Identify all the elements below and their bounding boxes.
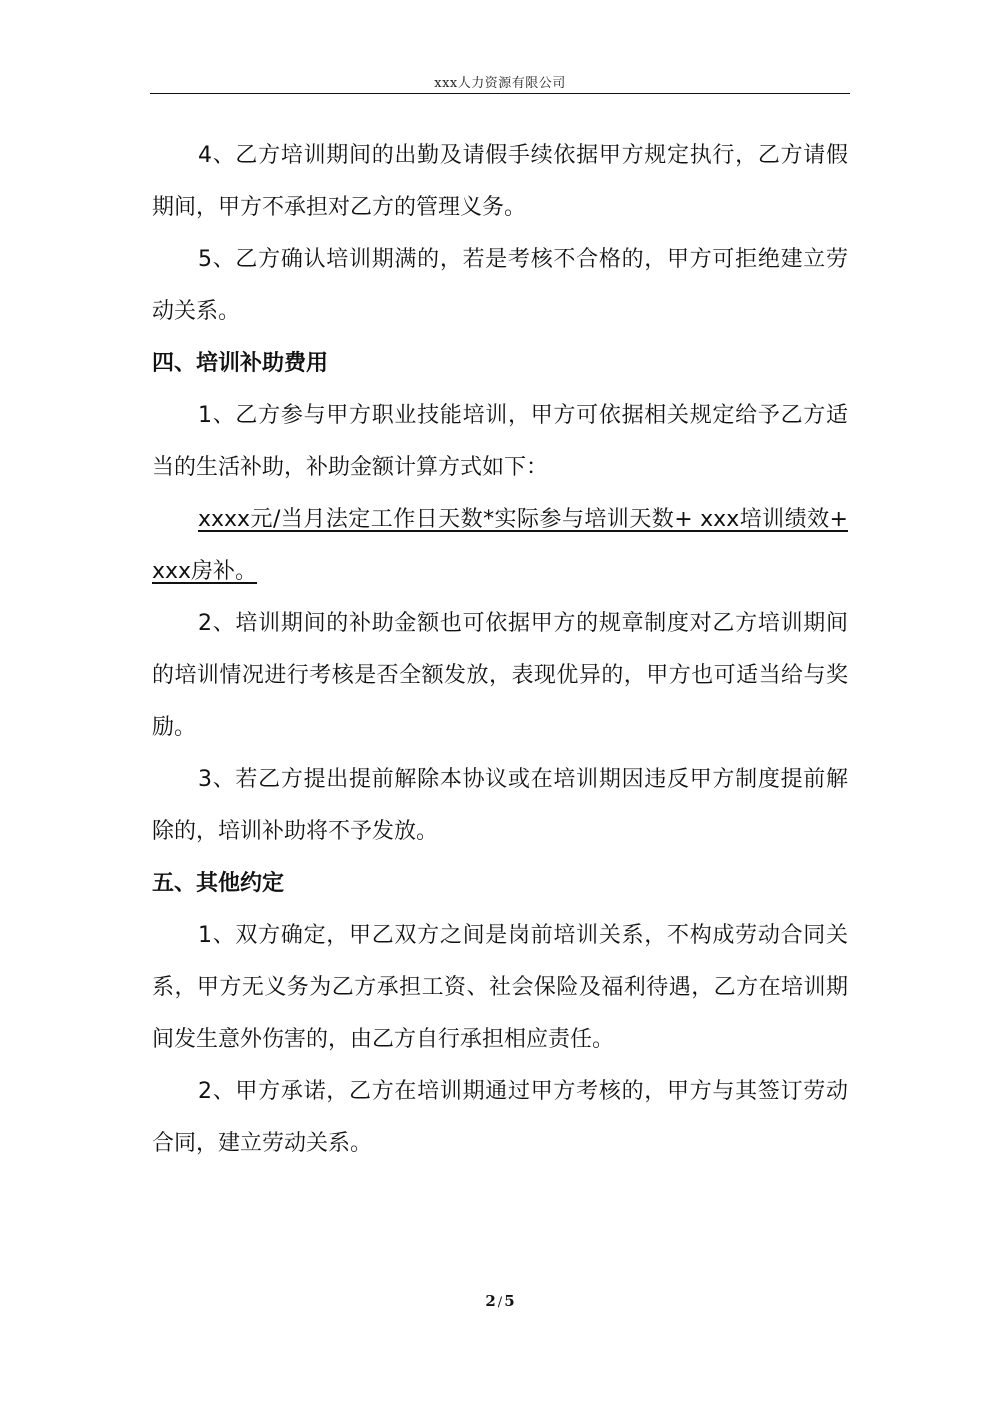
clause-4-1: 1、乙方参与甲方职业技能培训，甲方可依据相关规定给予乙方适当的生活补助，补助金额计算方式如下： [152,403,848,480]
total-pages: 5 [504,1292,515,1310]
page-separator: / [497,1295,503,1310]
subsidy-formula [152,494,848,598]
page-number [0,1292,1000,1310]
subsidy-formula-text: xxxx元/当月法定工作日天数*实际参与培训天数+ xxx培训绩效+ xxx房补。 [152,507,848,584]
section-heading-other-agreements: 五、其他约定 [152,871,285,896]
header-divider [150,93,850,94]
clause-4-3: 3、若乙方提出提前解除本协议或在培训期因违反甲方制度提前解除的，培训补助将不予发放。 [152,767,848,844]
clause-4-2: 2、培训期间的补助金额也可依据甲方的规章制度对乙方培训期间的培训情况进行考核是否全额发放，表现优异的，甲方也可适当给与奖励。 [152,611,848,740]
page-header-company: xxx人力资源有限公司 [434,76,566,91]
section-heading-training-subsidy: 四、培训补助费用 [152,351,329,376]
clause-3-4: 4、乙方培训期间的出勤及请假手续依据甲方规定执行，乙方请假期间，甲方不承担对乙方的管理义务。 [152,143,848,220]
document-body [152,130,848,1170]
clause-3-5: 5、乙方确认培训期满的，若是考核不合格的，甲方可拒绝建立劳动关系。 [152,247,848,324]
clause-5-2: 2、甲方承诺，乙方在培训期通过甲方考核的，甲方与其签订劳动合同，建立劳动关系。 [152,1079,848,1156]
current-page: 2 [485,1292,496,1310]
clause-5-1: 1、双方确定，甲乙双方之间是岗前培训关系，不构成劳动合同关系，甲方无义务为乙方承担工资、社会保险及福利待遇，乙方在培训期间发生意外伤害的，由乙方自行承担相应责任。 [152,923,848,1052]
